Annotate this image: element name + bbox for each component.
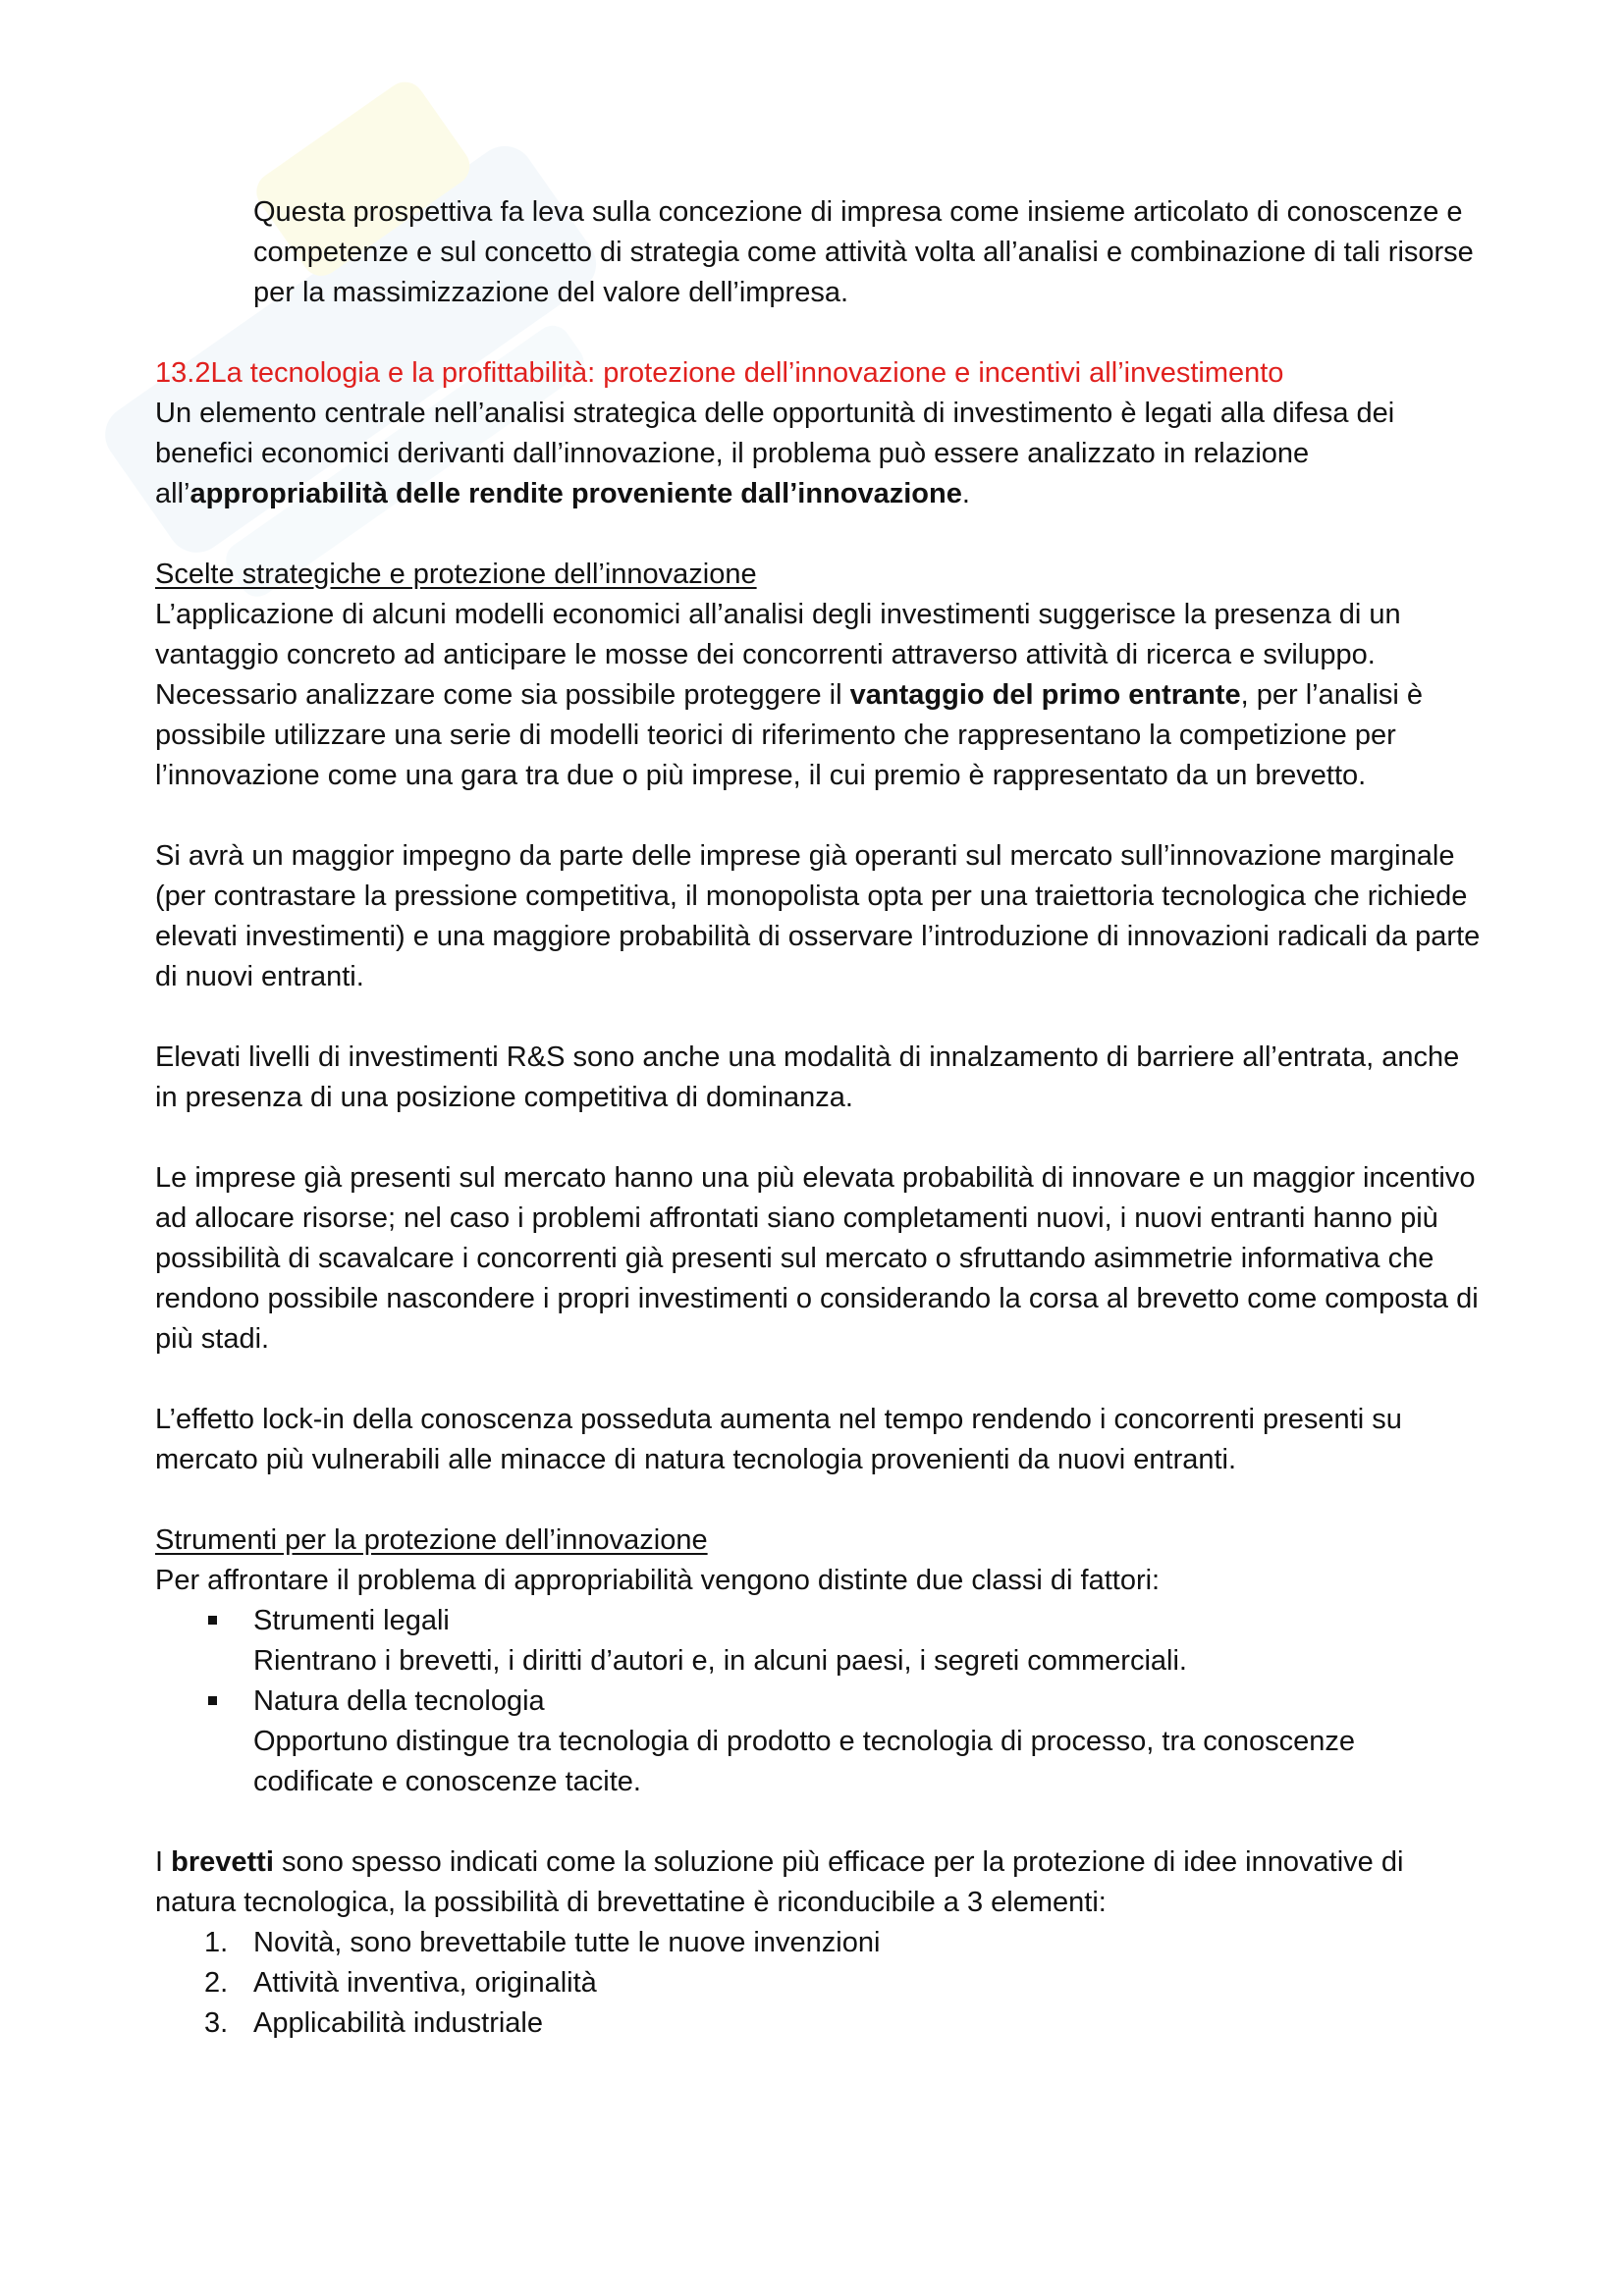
- list-item-text: Rientrano i brevetti, i diritti d’autori e, in alcuni paesi, i segreti commerciali.: [253, 1645, 1187, 1677]
- paragraph-modelli-economici: [155, 595, 1481, 796]
- list-item-text: Attività inventiva, originalità: [253, 1967, 597, 1999]
- text-run: .: [961, 478, 970, 509]
- bold-term-vantaggio: vantaggio del primo entrante: [849, 679, 1241, 711]
- list-number: 2.: [204, 1967, 229, 1999]
- section-heading-13-2: 13.2La tecnologia e la profittabilità: protezione dell’innovazione e incentivi all’investimento: [155, 357, 1284, 389]
- square-bullet-icon: [208, 1696, 217, 1705]
- text-run: Un elemento centrale nell’analisi strategica delle opportunità di investimento è legati alla difesa dei benefici economici derivanti dall’innovazione, il problema può essere analizzato in relazione all’: [155, 398, 1395, 509]
- paragraph-elemento-centrale: [155, 394, 1481, 514]
- bullet-list: [155, 1601, 1481, 1802]
- subheading-scelte-strategiche: Scelte strategiche e protezione dell’innovazione: [155, 559, 757, 590]
- list-item: [155, 1963, 1481, 2003]
- text-run: , per l’analisi è possibile utilizzare una serie di modelli teorici di riferimento che rappresentano la competizione per l’innovazione come una gara tra due o più imprese, il cui premio è rappresentato da un brevetto.: [155, 679, 1424, 791]
- list-item: [155, 2003, 1481, 2044]
- list-number: 3.: [204, 2007, 229, 2039]
- square-bullet-icon: [208, 1616, 217, 1625]
- document-page: [155, 192, 1481, 2044]
- list-item: [155, 1601, 1481, 1682]
- paragraph-investimenti-rs: Elevati livelli di investimenti R&S sono anche una modalità di innalzamento di barriere all’entrata, anche in presenza di una posizione competitiva di dominanza.: [155, 1041, 1460, 1113]
- list-item-text: Applicabilità industriale: [253, 2007, 543, 2039]
- list-item: [155, 1682, 1481, 1802]
- bold-term-brevetti: brevetti: [171, 1846, 274, 1878]
- paragraph-appropriabilita: Per affrontare il problema di appropriabilità vengono distinte due classi di fattori:: [155, 1565, 1161, 1596]
- bold-term-appropriabilita: appropriabilità delle rendite proveniente dall’innovazione: [189, 478, 962, 509]
- list-number: 1.: [204, 1927, 229, 1958]
- list-item-text: Opportuno distingue tra tecnologia di prodotto e tecnologia di processo, tra conoscenze codificate e conoscenze tacite.: [253, 1726, 1356, 1797]
- paragraph-lock-in: L’effetto lock-in della conoscenza posseduta aumenta nel tempo rendendo i concorrenti presenti su mercato più vulnerabili alle minacce di natura tecnologia provenienti da nuovi entranti.: [155, 1404, 1402, 1475]
- paragraph-imprese-presenti: Le imprese già presenti sul mercato hanno una più elevata probabilità di innovare e un maggior incentivo ad allocare risorse; nel caso i problemi affrontati siano completamenti nuovi, i nuovi entranti hanno più possibilità di scavalcare i concorrenti già presenti sul mercato o sfruttando asimmetrie informativa che rendono possibile nascondere i propri investimenti o considerando la corsa al brevetto come composta di più stadi.: [155, 1162, 1479, 1355]
- list-item-text: Novità, sono brevettabile tutte le nuove invenzioni: [253, 1927, 881, 1958]
- text-run: I: [155, 1846, 172, 1878]
- list-item: [155, 1923, 1481, 1963]
- text-run: L’applicazione di alcuni modelli economici all’analisi degli investimenti suggerisce la presenza di un vantaggio concreto ad anticipare le mosse dei concorrenti attraverso attività di ricerca e sviluppo. Necessario analizzare come sia possibile proteggere il: [155, 599, 1401, 711]
- paragraph-brevetti: [155, 1842, 1481, 1923]
- subheading-strumenti: Strumenti per la protezione dell’innovazione: [155, 1524, 708, 1556]
- list-item-title: Natura della tecnologia: [253, 1685, 545, 1717]
- list-item-title: Strumenti legali: [253, 1605, 450, 1636]
- text-run: sono spesso indicati come la soluzione più efficace per la protezione di idee innovative di natura tecnologica, la possibilità di brevettatine è riconducibile a 3 elementi:: [155, 1846, 1404, 1918]
- paragraph-prospettiva: Questa prospettiva fa leva sulla concezione di impresa come insieme articolato di conoscenze e competenze e sul concetto di strategia come attività volta all’analisi e combinazione di tali risorse per la massimizzazione del valore dell’impresa.: [253, 196, 1474, 308]
- paragraph-maggior-impegno: Si avrà un maggior impegno da parte delle imprese già operanti sul mercato sull’innovazione marginale (per contrastare la pressione competitiva, il monopolista opta per una traiettoria tecnologica che richiede elevati investimenti) e una maggiore probabilità di osservare l’introduzione di innovazioni radicali da parte di nuovi entranti.: [155, 840, 1481, 992]
- numbered-list: [155, 1923, 1481, 2044]
